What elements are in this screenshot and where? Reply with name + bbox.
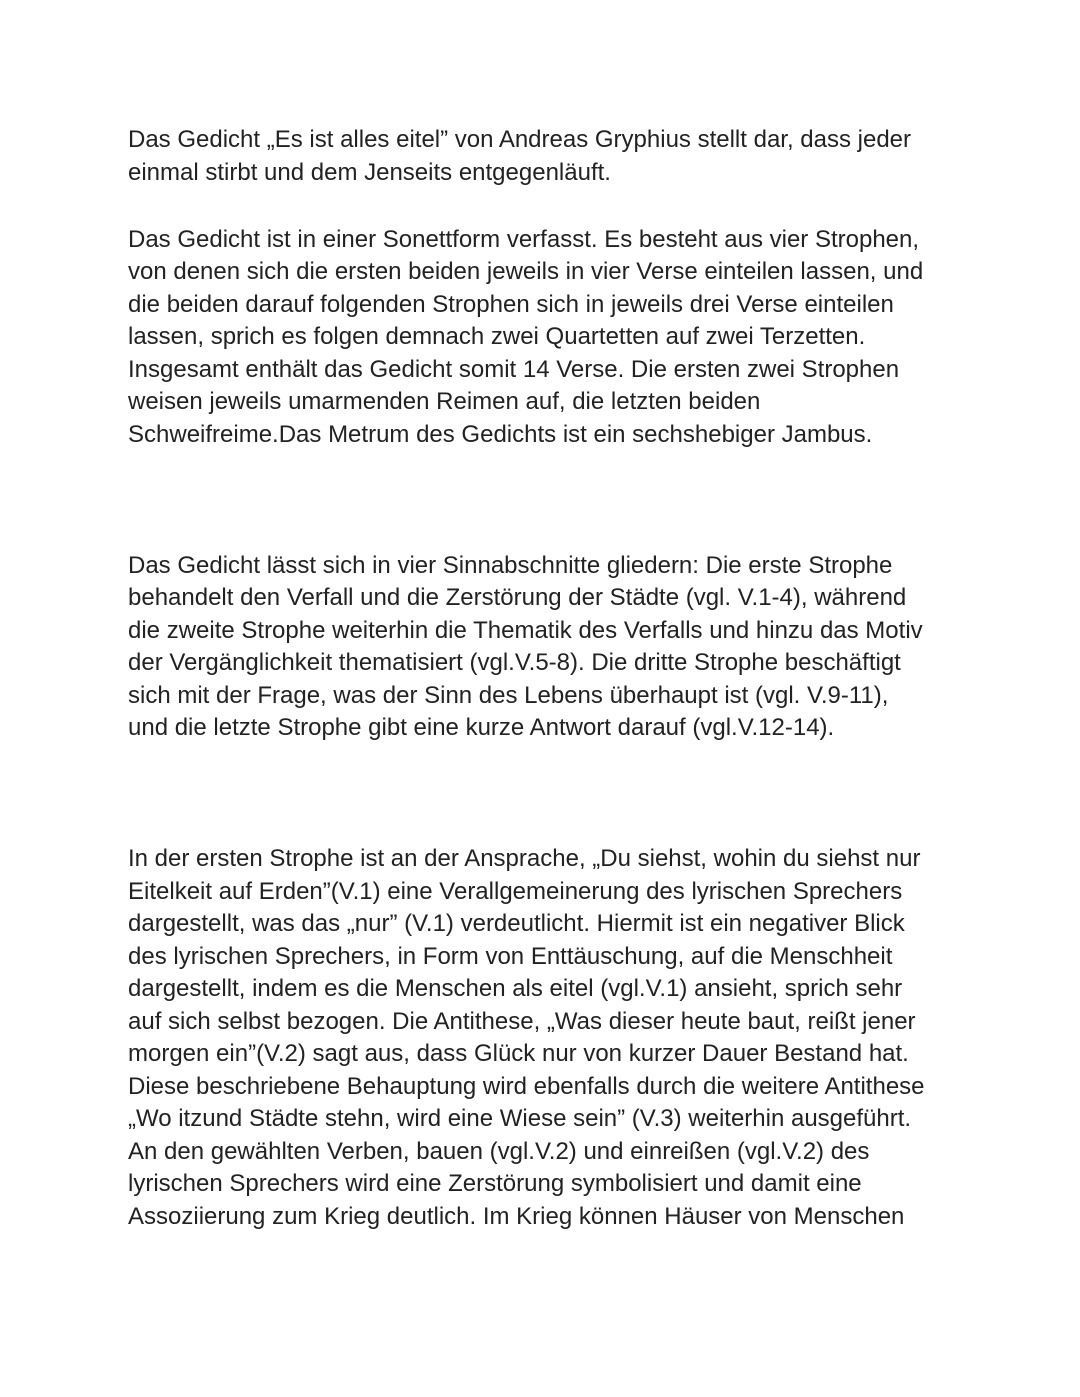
text-line: lassen, sprich es folgen demnach zwei Quartetten auf zwei Terzetten. xyxy=(128,323,866,350)
text-line: auf sich selbst bezogen. Die Antithese, „Was dieser heute baut, reißt jener xyxy=(128,1008,916,1035)
text-line: Das Gedicht „Es ist alles eitel” von Andreas Gryphius stellt dar, dass jeder xyxy=(128,126,912,153)
text-line: „Wo itzund Städte stehn, wird eine Wiese sein” (V.3) weiterhin ausgeführt. xyxy=(128,1105,912,1132)
text-line: Insgesamt enthält das Gedicht somit 14 Verse. Die ersten zwei Strophen xyxy=(128,356,900,383)
text-line: Eitelkeit auf Erden”(V.1) eine Verallgemeinerung des lyrischen Sprechers xyxy=(128,878,903,905)
text-line: einmal stirbt und dem Jenseits entgegenläuft. xyxy=(128,159,611,186)
text-line: des lyrischen Sprechers, in Form von Enttäuschung, auf die Menschheit xyxy=(128,943,893,970)
text-line: dargestellt, indem es die Menschen als eitel (vgl.V.1) ansieht, sprich sehr xyxy=(128,975,903,1002)
text-line: In der ersten Strophe ist an der Ansprache, „Du siehst, wohin du siehst nur xyxy=(128,845,921,872)
text-line: von denen sich die ersten beiden jeweils in vier Verse einteilen lassen, und xyxy=(128,258,924,285)
text-line: An den gewählten Verben, bauen (vgl.V.2) und einreißen (vgl.V.2) des xyxy=(128,1138,870,1165)
text-line: sich mit der Frage, was der Sinn des Lebens überhaupt ist (vgl. V.9-11), xyxy=(128,682,889,709)
text-line: dargestellt, was das „nur” (V.1) verdeutlicht. Hiermit ist ein negativer Blick xyxy=(128,910,905,937)
text-line: die beiden darauf folgenden Strophen sich in jeweils drei Verse einteilen xyxy=(128,291,894,318)
text-line: Diese beschriebene Behauptung wird ebenfalls durch die weitere Antithese xyxy=(128,1073,925,1100)
text-line: morgen ein”(V.2) sagt aus, dass Glück nur von kurzer Dauer Bestand hat. xyxy=(128,1040,909,1067)
text-line: Schweifreime.Das Metrum des Gedichts ist ein sechshebiger Jambus. xyxy=(128,421,873,448)
text-line: Assoziierung zum Krieg deutlich. Im Krieg können Häuser von Menschen xyxy=(128,1203,905,1230)
text-line: Das Gedicht ist in einer Sonettform verfasst. Es besteht aus vier Strophen, xyxy=(128,226,920,253)
text-line: behandelt den Verfall und die Zerstörung der Städte (vgl. V.1-4), während xyxy=(128,584,907,611)
text-line: lyrischen Sprechers wird eine Zerstörung symbolisiert und damit eine xyxy=(128,1170,862,1197)
text-line: der Vergänglichkeit thematisiert (vgl.V.5-8). Die dritte Strophe beschäftigt xyxy=(128,649,901,676)
text-line: weisen jeweils umarmenden Reimen auf, die letzten beiden xyxy=(128,388,761,415)
text-line: die zweite Strophe weiterhin die Thematik des Verfalls und hinzu das Motiv xyxy=(128,617,923,644)
text-line: Das Gedicht lässt sich in vier Sinnabschnitte gliedern: Die erste Strophe xyxy=(128,552,893,579)
text-line: und die letzte Strophe gibt eine kurze Antwort darauf (vgl.V.12-14). xyxy=(128,714,835,741)
